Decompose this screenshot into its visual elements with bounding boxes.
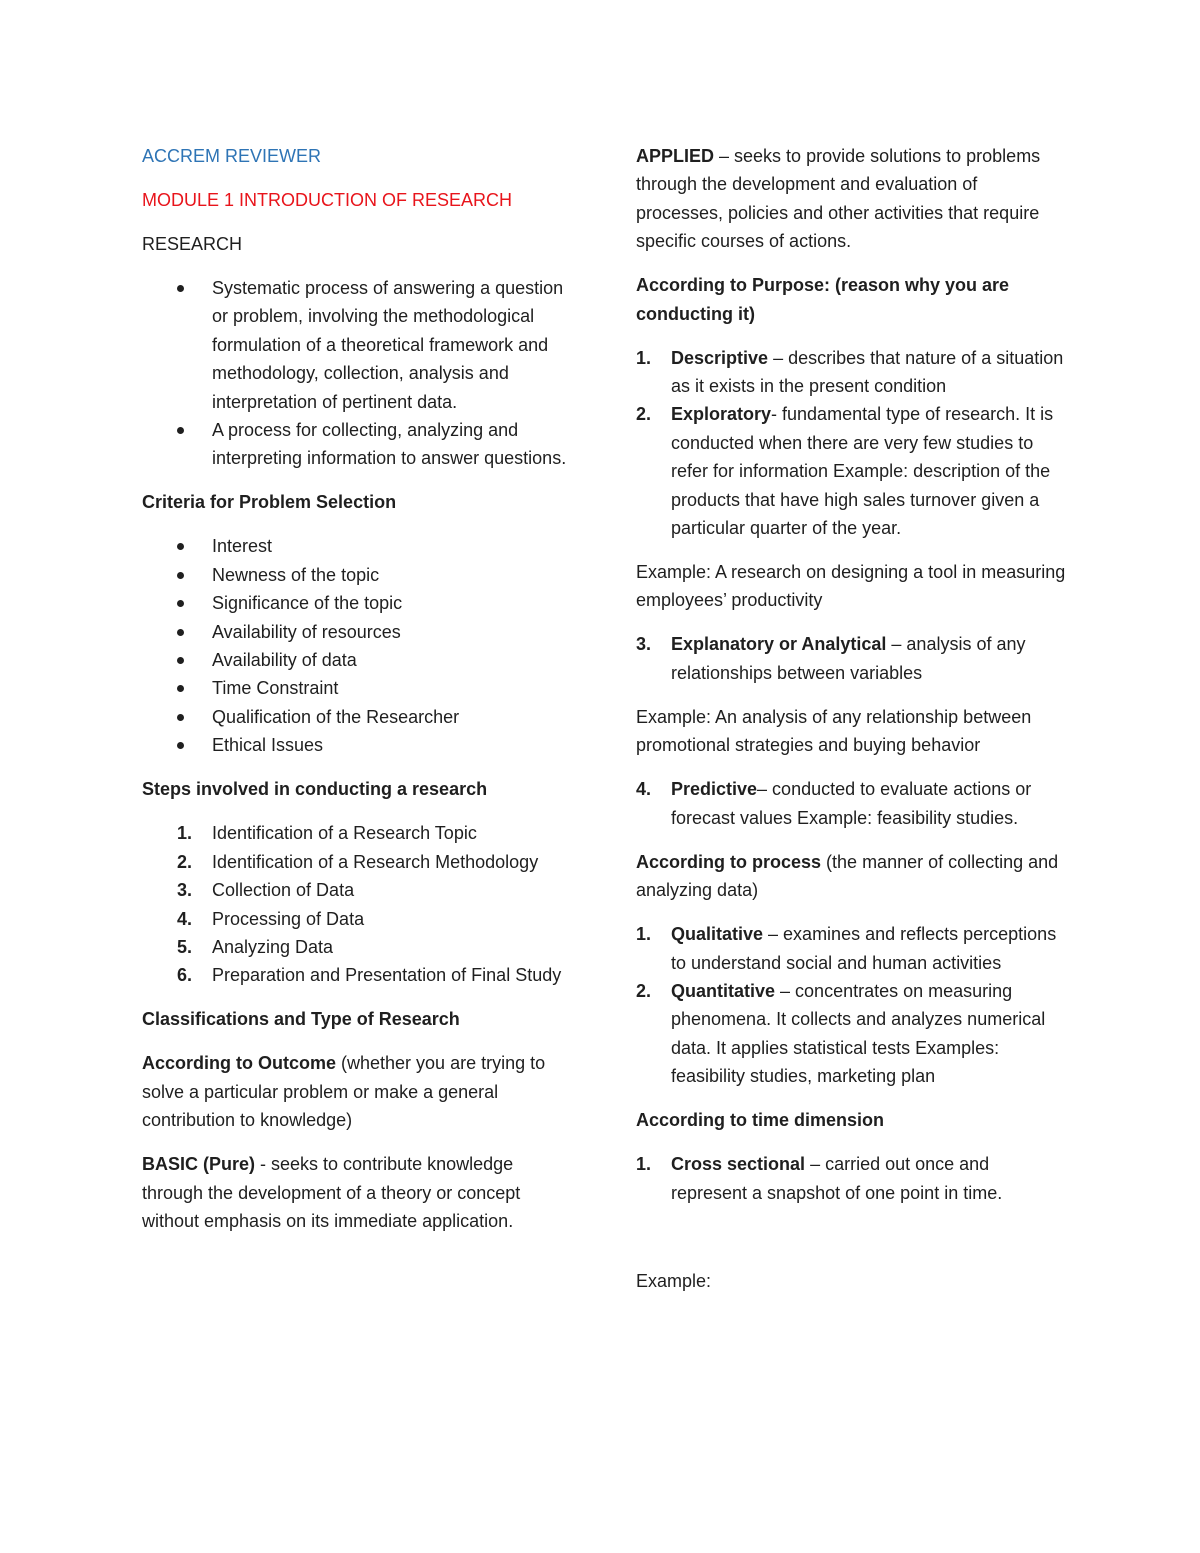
list-item: 1. Identification of a Research Topic <box>177 823 477 844</box>
steps-heading: Steps involved in conducting a research <box>142 779 488 800</box>
list-item: 2. Identification of a Research Methodology <box>177 851 539 872</box>
criteria-heading: Criteria for Problem Selection <box>142 492 397 513</box>
list-item: Newness of the topic <box>142 561 572 589</box>
list-item: 4. Predictive– conducted to evaluate actions or forecast values Example: feasibility studies. <box>636 779 1032 828</box>
module-title: MODULE 1 INTRODUCTION OF RESEARCH <box>142 190 513 210</box>
purpose-list-continued <box>636 630 1066 687</box>
process-list <box>636 920 1066 1090</box>
basic-paragraph: BASIC (Pure) - seeks to contribute knowledge through the development of a theory or concept without emphasis on its immediate application. <box>142 1154 521 1231</box>
classifications-heading: Classifications and Type of Research <box>142 1009 460 1030</box>
list-item: 6. Preparation and Presentation of Final Study <box>177 965 562 986</box>
list-item: 3. Explanatory or Analytical – analysis of any relationships between variables <box>636 634 1026 683</box>
spacer <box>636 1223 1066 1267</box>
list-item: 2. Quantitative – concentrates on measuring phenomena. It collects and analyzes numerical data. It applies statistical tests Examples: feasibility studies, marketing plan <box>636 980 1046 1087</box>
example-paragraph: Example: A research on designing a tool in measuring employees’ productivity <box>636 562 1066 611</box>
list-item: 1. Cross sectional – carried out once and represent a snapshot of one point in time. <box>636 1154 1003 1203</box>
example-paragraph: Example: <box>636 1270 712 1291</box>
list-item: 2. Exploratory- fundamental type of research. It is conducted when there are very few studies to refer for information Example: description of the products that have high sales turnover given a particular quarter of the year. <box>636 404 1054 539</box>
list-item: A process for collecting, analyzing and interpreting information to answer questions. <box>142 416 572 473</box>
list-item: 3. Collection of Data <box>177 880 355 901</box>
research-definition-list <box>142 274 572 473</box>
list-item: Qualification of the Researcher <box>142 703 572 731</box>
purpose-heading: According to Purpose: (reason why you are conducting it) <box>636 275 1010 324</box>
purpose-list <box>636 344 1066 543</box>
list-item: Interest <box>142 532 572 560</box>
list-item: Significance of the topic <box>142 589 572 617</box>
list-item: 1. Qualitative – examines and reflects perceptions to understand social and human activities <box>636 924 1057 973</box>
list-item: Availability of resources <box>142 618 572 646</box>
left-column <box>142 142 572 1251</box>
time-list <box>636 1150 1066 1207</box>
list-item: 5. Analyzing Data <box>177 936 334 957</box>
time-heading: According to time dimension <box>636 1110 885 1131</box>
applied-paragraph: APPLIED – seeks to provide solutions to problems through the development and evaluation of processes, policies and other activities that require specific courses of actions. <box>636 146 1041 252</box>
example-paragraph: Example: An analysis of any relationship between promotional strategies and buying behavior <box>636 706 1032 756</box>
process-paragraph: According to process (the manner of collecting and analyzing data) <box>636 851 1059 901</box>
steps-list <box>142 819 572 989</box>
list-item: 4. Processing of Data <box>177 908 365 929</box>
research-heading: RESEARCH <box>142 234 243 254</box>
criteria-list <box>142 532 572 759</box>
list-item: Availability of data <box>142 646 572 674</box>
list-item: Ethical Issues <box>142 731 572 759</box>
list-item: Time Constraint <box>142 674 572 702</box>
doc-title: ACCREM REVIEWER <box>142 146 322 166</box>
right-column <box>636 142 1066 1311</box>
list-item: Systematic process of answering a question or problem, involving the methodological formulation of a theoretical framework and methodology, collection, analysis and interpretation of pertinent data. <box>142 274 572 416</box>
list-item: 1. Descriptive – describes that nature of a situation as it exists in the present condition <box>636 347 1064 397</box>
outcome-paragraph: According to Outcome (whether you are trying to solve a particular problem or make a general contribution to knowledge) <box>142 1053 546 1131</box>
purpose-list-continued <box>636 775 1066 832</box>
